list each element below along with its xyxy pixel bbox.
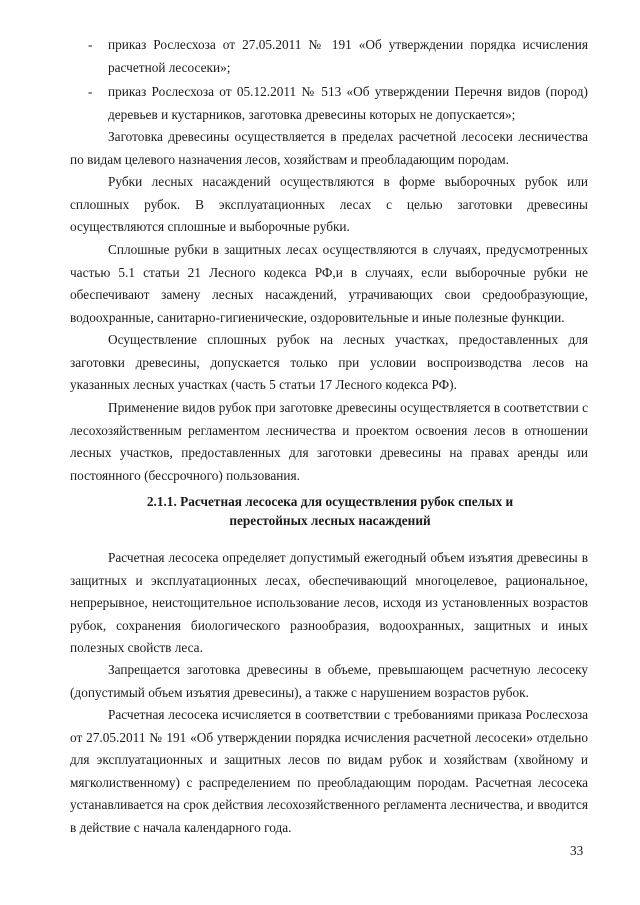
bullet-marker: - <box>88 37 93 52</box>
paragraph: Применение видов рубок при заготовке древесины осуществляется в соответствии с лесохозяйственным регламентом лесничества и проектом освоения лесов в отношении лесных участков, предоставленных для заготовки древесины на правах аренды или постоянного (бессрочного) пользования. <box>70 400 588 483</box>
paragraph: Осуществление сплошных рубок на лесных участках, предоставленных для заготовки древесины, допускается только при условии воспроизводства лесов на указанных лесных участках (часть 5 статьи 17 Лесного кодекса РФ). <box>70 332 588 392</box>
list-item <box>70 81 588 126</box>
paragraph: Расчетная лесосека определяет допустимый ежегодный объем изъятия древесины в защитных и эксплуатационных лесах, обеспечивающий многоцелевое, рациональное, непрерывное, неистощительное использование лесов, исходя из установленных возрастов рубок, сохранения биологического разнообразия, водоохранных, защитных и иных полезных свойств леса. <box>70 550 588 655</box>
paragraph: Заготовка древесины осуществляется в пределах расчетной лесосеки лесничества по видам целевого назначения лесов, хозяйствам и преобладающим породам. <box>70 129 588 167</box>
page-number: 33 <box>570 843 584 858</box>
list-item-text: приказ Рослесхоза от 27.05.2011 № 191 «Об утверждении порядка исчисления расчетной лесосеки»; <box>108 37 588 75</box>
section-heading: 2.1.1. Расчетная лесосека для осуществления рубок спелых и перестойных лесных насаждений <box>146 494 514 528</box>
list-item <box>70 34 588 79</box>
paragraph: Сплошные рубки в защитных лесах осуществляются в случаях, предусмотренных частью 5.1 статьи 21 Лесного кодекса РФ,и в случаях, если выборочные рубки не обеспечивают замену лесных насаждений, утрачивающих свои средообразующие, водоохранные, санитарно-гигиенические, оздоровительные и иные полезные функции. <box>70 242 588 325</box>
paragraph: Запрещается заготовка древесины в объеме, превышающем расчетную лесосеку (допустимый объем изъятия древесины), а также с нарушением возрастов рубок. <box>70 662 588 700</box>
paragraph: Рубки лесных насаждений осуществляются в форме выборочных рубок или сплошных рубок. В эксплуатационных лесах с целью заготовки древесины осуществляются сплошные и выборочные рубки. <box>70 174 588 234</box>
paragraph: Расчетная лесосека исчисляется в соответствии с требованиями приказа Рослесхоза от 27.05.2011 № 191 «Об утверждении порядка исчисления расчетной лесосеки» отдельно для эксплуатационных и защитных лесов по видам рубок и хозяйствам (хвойному и мягколиственному) с распределением по преобладающим породам. Расчетная лесосека устанавливается на срок действия лесохозяйственного регламента лесничества, и вводится в действие с начала календарного года. <box>70 707 588 835</box>
bullet-marker: - <box>88 84 93 99</box>
list-item-text: приказ Рослесхоза от 05.12.2011 № 513 «Об утверждении Перечня видов (пород) деревьев и кустарников, заготовка древесины которых не допускается»; <box>108 84 588 122</box>
